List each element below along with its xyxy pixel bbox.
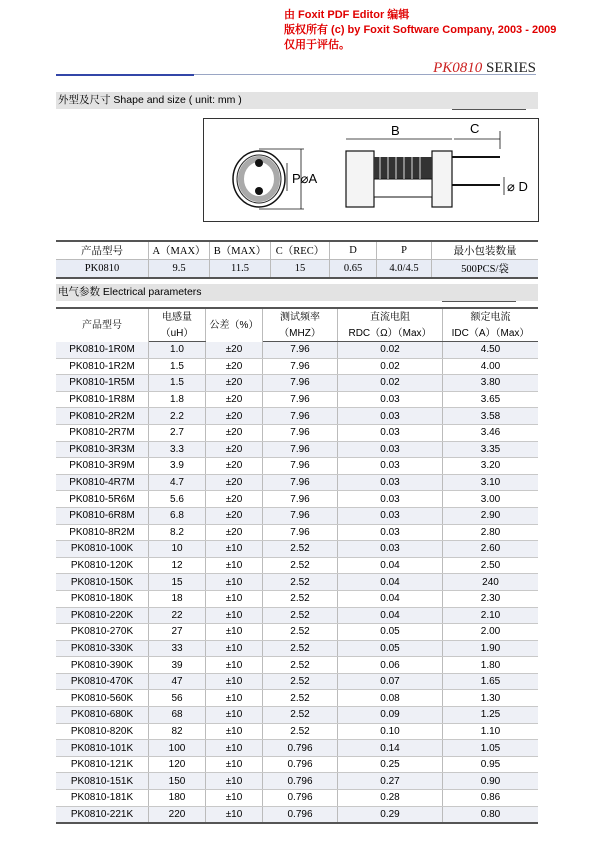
table-cell: 150: [149, 773, 206, 790]
table-cell: PK0810-2R7M: [56, 424, 149, 441]
table-row: [56, 491, 538, 508]
table-cell: 7.96: [263, 424, 338, 441]
table-cell: 2.52: [263, 673, 338, 690]
table-cell: 2.52: [263, 657, 338, 674]
cell: 0.65: [330, 260, 377, 279]
table-cell: 0.03: [338, 441, 443, 458]
table-row: [56, 474, 538, 491]
table-cell: 1.30: [443, 690, 539, 707]
table-cell: 0.06: [338, 657, 443, 674]
col-header-model: 产品型号: [56, 308, 149, 342]
table-cell: PK0810-390K: [56, 657, 149, 674]
table-cell: PK0810-8R2M: [56, 524, 149, 541]
col-header: 最小包装数量: [432, 241, 539, 260]
table-cell: 68: [149, 707, 206, 724]
table-cell: 2.80: [443, 524, 539, 541]
table-cell: 180: [149, 790, 206, 807]
table-cell: 1.5: [149, 358, 206, 375]
table-cell: 7.96: [263, 391, 338, 408]
foxit-watermark: [284, 8, 556, 53]
table-cell: 2.90: [443, 507, 539, 524]
table-cell: PK0810-270K: [56, 624, 149, 641]
table-cell: 2.52: [263, 574, 338, 591]
table-cell: 2.60: [443, 541, 539, 558]
table-cell: ±10: [206, 624, 263, 641]
table-cell: ±20: [206, 507, 263, 524]
table-cell: 1.05: [443, 740, 539, 757]
side-view: [346, 121, 528, 207]
watermark-line-1: 由 Foxit PDF Editor 编辑: [284, 9, 410, 21]
table-cell: PK0810-1R8M: [56, 391, 149, 408]
cell: 11.5: [210, 260, 271, 279]
table-cell: ±10: [206, 756, 263, 773]
table-cell: ±10: [206, 673, 263, 690]
table-cell: 2.52: [263, 707, 338, 724]
table-cell: 0.03: [338, 507, 443, 524]
table-row: [56, 624, 538, 641]
table-cell: 7.96: [263, 491, 338, 508]
table-cell: 10: [149, 541, 206, 558]
table-cell: ±20: [206, 358, 263, 375]
table-cell: 0.25: [338, 756, 443, 773]
table-cell: 0.03: [338, 541, 443, 558]
table-cell: 0.29: [338, 806, 443, 823]
table-cell: ±20: [206, 458, 263, 475]
table-row: [56, 424, 538, 441]
table-cell: 1.65: [443, 673, 539, 690]
table-row: [56, 358, 538, 375]
table-row: [56, 773, 538, 790]
table-cell: 27: [149, 624, 206, 641]
table-cell: 7.96: [263, 524, 338, 541]
table-cell: PK0810-5R6M: [56, 491, 149, 508]
table-cell: 0.09: [338, 707, 443, 724]
table-cell: 6.8: [149, 507, 206, 524]
table-cell: 0.03: [338, 491, 443, 508]
table-cell: 7.96: [263, 458, 338, 475]
table-row: [56, 607, 538, 624]
table-cell: 3.00: [443, 491, 539, 508]
table-cell: 7.96: [263, 507, 338, 524]
table-cell: 120: [149, 756, 206, 773]
table-cell: 2.2: [149, 408, 206, 425]
table-cell: 0.28: [338, 790, 443, 807]
table-cell: ±10: [206, 574, 263, 591]
table-cell: 2.52: [263, 557, 338, 574]
label-b: B: [391, 123, 400, 138]
table-cell: 0.796: [263, 756, 338, 773]
col-header: P: [377, 241, 432, 260]
table-cell: ±20: [206, 375, 263, 392]
table-cell: 7.96: [263, 474, 338, 491]
table-row: [56, 723, 538, 740]
table-cell: 0.03: [338, 474, 443, 491]
table-cell: 1.8: [149, 391, 206, 408]
col-header: 产品型号: [56, 241, 149, 260]
table-cell: 2.52: [263, 624, 338, 641]
table-cell: ±10: [206, 790, 263, 807]
table-cell: 0.05: [338, 624, 443, 641]
table-cell: ±10: [206, 723, 263, 740]
table-cell: ±10: [206, 640, 263, 657]
table-cell: 2.52: [263, 723, 338, 740]
table-row: [56, 806, 538, 823]
table-cell: 7.96: [263, 342, 338, 359]
table-cell: ±20: [206, 342, 263, 359]
table-row: [56, 541, 538, 558]
table-cell: 2.52: [263, 590, 338, 607]
table-cell: 82: [149, 723, 206, 740]
table-cell: 1.10: [443, 723, 539, 740]
table-cell: 3.3: [149, 441, 206, 458]
table-cell: 0.04: [338, 557, 443, 574]
table-cell: 1.0: [149, 342, 206, 359]
table-row: [56, 375, 538, 392]
table-cell: 2.7: [149, 424, 206, 441]
table-cell: 2.50: [443, 557, 539, 574]
table-row: [56, 640, 538, 657]
col-header-rdc: 直流电阻: [338, 308, 443, 325]
table-row: [56, 673, 538, 690]
table-row: [56, 507, 538, 524]
table-cell: 0.08: [338, 690, 443, 707]
table-cell: 220: [149, 806, 206, 823]
cell: 500PCS/袋: [432, 260, 539, 279]
col-header-tolerance: 公差（%）: [206, 308, 263, 342]
table-cell: 0.03: [338, 391, 443, 408]
table-cell: ±20: [206, 408, 263, 425]
table-cell: PK0810-100K: [56, 541, 149, 558]
table-cell: 3.35: [443, 441, 539, 458]
table-cell: ±10: [206, 557, 263, 574]
shape-section-title: 外型及尺寸 Shape and size ( unit: mm ): [58, 94, 242, 106]
table-row: [56, 391, 538, 408]
table-cell: ±20: [206, 524, 263, 541]
col-header: C（REC）: [271, 241, 330, 260]
table-cell: PK0810-6R8M: [56, 507, 149, 524]
table-cell: 1.80: [443, 657, 539, 674]
table-cell: PK0810-101K: [56, 740, 149, 757]
unit-frequency: （MHZ）: [263, 325, 338, 342]
table-cell: 56: [149, 690, 206, 707]
table-cell: 7.96: [263, 408, 338, 425]
table-cell: PK0810-221K: [56, 806, 149, 823]
table-row: [56, 557, 538, 574]
table-cell: PK0810-1R2M: [56, 358, 149, 375]
table-cell: 22: [149, 607, 206, 624]
unit-idc: IDC（A）（Max）: [443, 325, 539, 342]
col-header-frequency: 测试频率: [263, 308, 338, 325]
table-cell: 0.95: [443, 756, 539, 773]
label-d: ⌀ D: [507, 179, 528, 194]
table-row: [56, 740, 538, 757]
table-cell: PK0810-330K: [56, 640, 149, 657]
table-cell: 0.14: [338, 740, 443, 757]
size-table: [56, 240, 538, 279]
table-cell: 15: [149, 574, 206, 591]
table-cell: PK0810-2R2M: [56, 408, 149, 425]
table-row: [56, 790, 538, 807]
table-cell: ±10: [206, 690, 263, 707]
table-cell: PK0810-1R5M: [56, 375, 149, 392]
table-cell: ±10: [206, 607, 263, 624]
table-row: [56, 657, 538, 674]
table-cell: 0.03: [338, 424, 443, 441]
table-cell: PK0810-180K: [56, 590, 149, 607]
table-cell: 0.02: [338, 342, 443, 359]
table-cell: 2.00: [443, 624, 539, 641]
table-cell: PK0810-121K: [56, 756, 149, 773]
table-cell: 0.04: [338, 607, 443, 624]
table-cell: 0.80: [443, 806, 539, 823]
table-cell: 2.52: [263, 640, 338, 657]
table-cell: PK0810-4R7M: [56, 474, 149, 491]
table-cell: 39: [149, 657, 206, 674]
table-row: [56, 524, 538, 541]
table-cell: ±20: [206, 474, 263, 491]
cell: 15: [271, 260, 330, 279]
table-cell: 100: [149, 740, 206, 757]
table-cell: 4.00: [443, 358, 539, 375]
table-row: [56, 458, 538, 475]
watermark-line-3: 仅用于评估。: [284, 39, 350, 51]
table-cell: 3.10: [443, 474, 539, 491]
table-cell: 0.02: [338, 358, 443, 375]
table-row: [56, 408, 538, 425]
size-table-header: [56, 241, 538, 260]
table-cell: 2.52: [263, 690, 338, 707]
cell: PK0810: [56, 260, 149, 279]
unit-rdc: RDC（Ω）（Max）: [338, 325, 443, 342]
table-cell: 2.52: [263, 541, 338, 558]
table-cell: 4.50: [443, 342, 539, 359]
table-cell: 0.796: [263, 806, 338, 823]
table-cell: 0.03: [338, 458, 443, 475]
table-cell: 5.6: [149, 491, 206, 508]
table-row: [56, 441, 538, 458]
top-view: [233, 149, 317, 209]
table-row: [56, 574, 538, 591]
table-row: [56, 690, 538, 707]
header-rule-accent: [56, 74, 194, 76]
table-cell: 0.05: [338, 640, 443, 657]
col-header: D: [330, 241, 377, 260]
table-cell: 0.796: [263, 790, 338, 807]
table-cell: 0.796: [263, 740, 338, 757]
table-cell: 2.10: [443, 607, 539, 624]
table-row: [56, 756, 538, 773]
table-cell: 7.96: [263, 375, 338, 392]
table-cell: 240: [443, 574, 539, 591]
col-header: B（MAX）: [210, 241, 271, 260]
table-cell: ±10: [206, 707, 263, 724]
series-title: [433, 60, 536, 77]
col-header-inductance: 电感量: [149, 308, 206, 325]
table-cell: 7.96: [263, 441, 338, 458]
electrical-section-title: 电气参数 Electrical parameters: [58, 286, 202, 298]
table-cell: 2.52: [263, 607, 338, 624]
table-cell: 18: [149, 590, 206, 607]
table-cell: 3.46: [443, 424, 539, 441]
inductor-drawing: [204, 119, 538, 221]
table-cell: PK0810-820K: [56, 723, 149, 740]
electrical-section-header: [56, 284, 538, 301]
table-cell: PK0810-150K: [56, 574, 149, 591]
table-cell: 4.7: [149, 474, 206, 491]
table-cell: 0.04: [338, 590, 443, 607]
table-cell: PK0810-470K: [56, 673, 149, 690]
label-pa: P⌀A: [292, 171, 318, 186]
table-row: [56, 590, 538, 607]
table-cell: 0.90: [443, 773, 539, 790]
label-c: C: [470, 121, 480, 136]
table-cell: 0.07: [338, 673, 443, 690]
table-cell: 12: [149, 557, 206, 574]
table-cell: 0.04: [338, 574, 443, 591]
col-header-idc: 额定电流: [470, 311, 511, 323]
table-cell: ±10: [206, 590, 263, 607]
shape-section-header: [56, 92, 538, 109]
unit-inductance: （uH）: [149, 325, 206, 342]
table-cell: 1.90: [443, 640, 539, 657]
table-cell: 3.80: [443, 375, 539, 392]
cell: 9.5: [149, 260, 210, 279]
table-cell: PK0810-560K: [56, 690, 149, 707]
table-cell: 1.25: [443, 707, 539, 724]
series-label: SERIES: [485, 60, 536, 76]
table-cell: ±10: [206, 541, 263, 558]
cell: 4.0/4.5: [377, 260, 432, 279]
table-cell: 0.03: [338, 524, 443, 541]
table-row: [56, 342, 538, 359]
table-cell: PK0810-220K: [56, 607, 149, 624]
table-cell: ±20: [206, 424, 263, 441]
table-cell: ±20: [206, 491, 263, 508]
series-model: PK0810: [433, 60, 483, 76]
table-row: [56, 707, 538, 724]
table-cell: PK0810-1R0M: [56, 342, 149, 359]
table-cell: ±10: [206, 657, 263, 674]
table-cell: 0.27: [338, 773, 443, 790]
section-underline: [452, 109, 526, 110]
table-cell: ±20: [206, 441, 263, 458]
parameter-table: [56, 307, 538, 824]
table-cell: 3.20: [443, 458, 539, 475]
table-cell: 0.03: [338, 408, 443, 425]
table-cell: ±10: [206, 773, 263, 790]
table-cell: 0.796: [263, 773, 338, 790]
table-cell: PK0810-151K: [56, 773, 149, 790]
table-cell: PK0810-120K: [56, 557, 149, 574]
section-underline: [442, 301, 516, 302]
watermark-line-2: 版权所有 (c) by Foxit Software Company, 2003 - 2009: [284, 24, 557, 36]
table-cell: 0.86: [443, 790, 539, 807]
table-cell: PK0810-680K: [56, 707, 149, 724]
table-cell: ±20: [206, 391, 263, 408]
table-cell: 1.5: [149, 375, 206, 392]
table-cell: 3.58: [443, 408, 539, 425]
col-header: A（MAX）: [149, 241, 210, 260]
size-table-row: [56, 260, 538, 279]
table-cell: 8.2: [149, 524, 206, 541]
table-cell: 3.9: [149, 458, 206, 475]
param-header-top: [56, 308, 538, 325]
table-cell: PK0810-181K: [56, 790, 149, 807]
table-cell: 0.02: [338, 375, 443, 392]
table-cell: 2.30: [443, 590, 539, 607]
table-cell: 3.65: [443, 391, 539, 408]
table-cell: 0.10: [338, 723, 443, 740]
dimension-diagram: [203, 118, 539, 222]
table-cell: ±10: [206, 740, 263, 757]
table-cell: 47: [149, 673, 206, 690]
table-cell: 7.96: [263, 358, 338, 375]
parameter-table-body: [56, 342, 538, 824]
table-cell: ±10: [206, 806, 263, 823]
table-cell: PK0810-3R9M: [56, 458, 149, 475]
table-cell: 33: [149, 640, 206, 657]
table-cell: PK0810-3R3M: [56, 441, 149, 458]
